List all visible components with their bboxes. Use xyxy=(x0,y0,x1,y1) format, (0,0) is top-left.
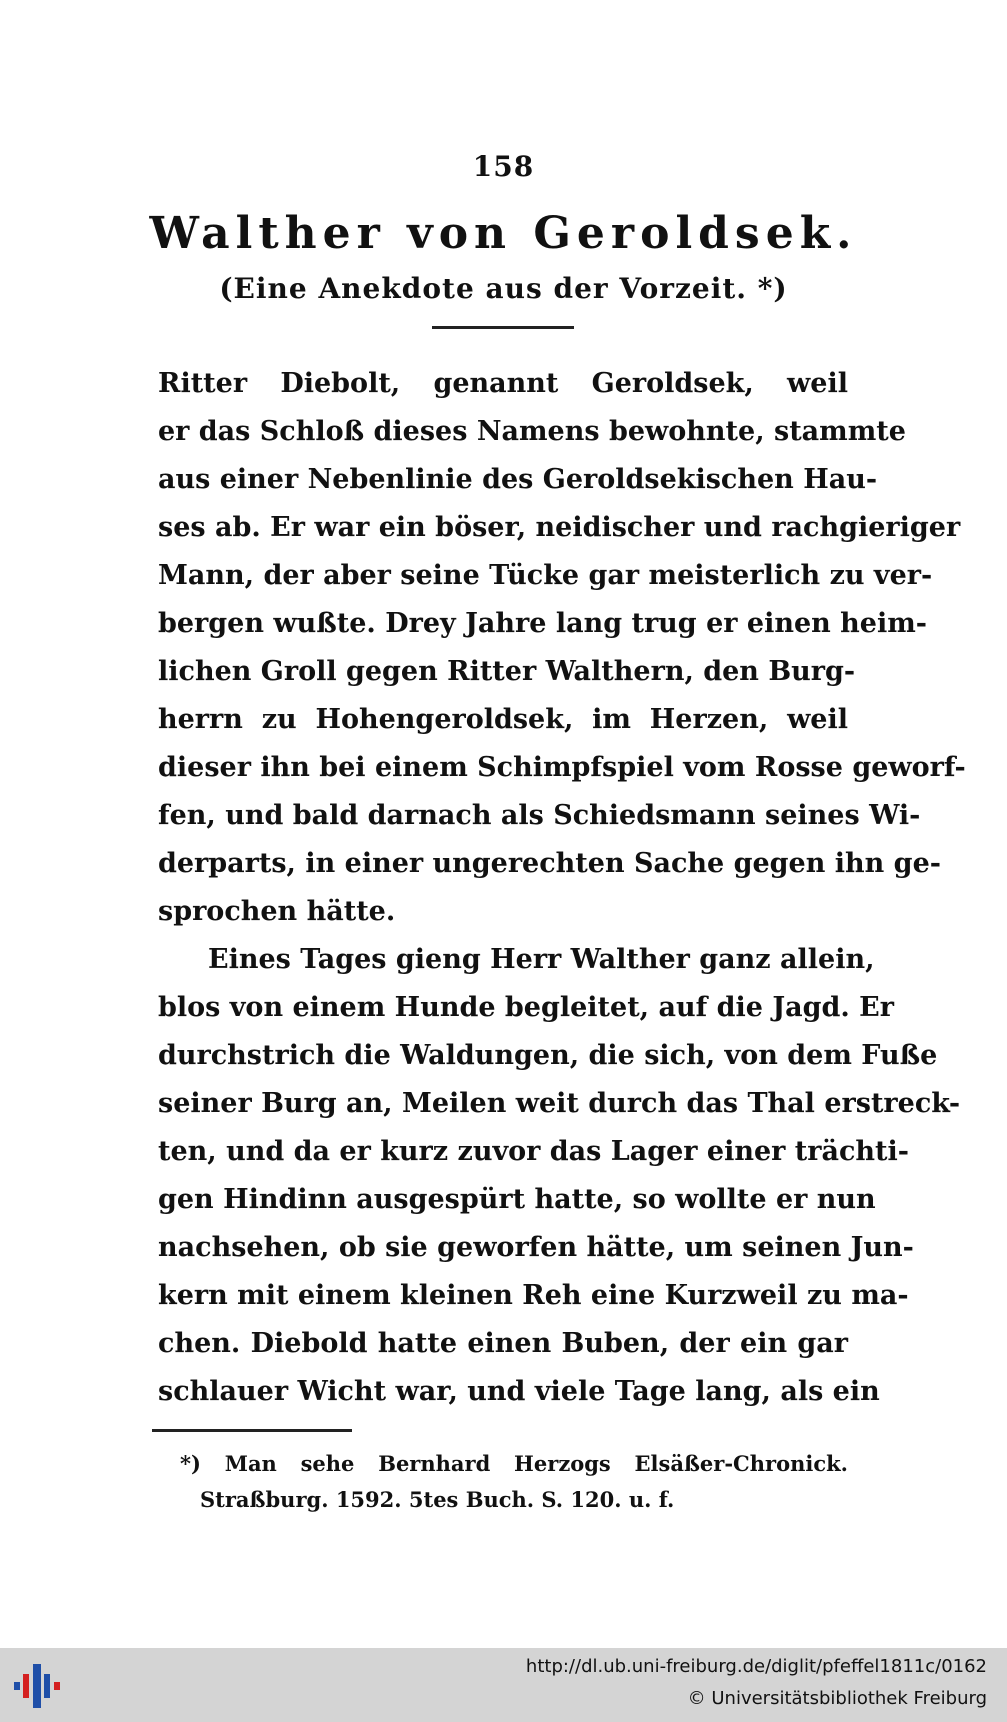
text-line: er das Schloß dieses Namens bewohnte, stammte xyxy=(158,416,906,447)
text-line: Eines Tages gieng Herr Walther ganz allein, xyxy=(208,944,875,975)
text-line: ten, und da er kurz zuvor das Lager einer trächti- xyxy=(158,1136,909,1167)
chapter-subtitle: (Eine Anekdote aus der Vorzeit. *) xyxy=(219,272,788,305)
body-text xyxy=(158,360,966,1416)
text-line: durchstrich die Waldungen, die sich, von dem Fuße xyxy=(158,1040,938,1071)
footnote-divider xyxy=(152,1429,352,1432)
viewer-footer xyxy=(0,1648,1007,1722)
footnote-line: *) Man sehe Bernhard Herzogs Elsäßer-Chronick. xyxy=(180,1451,848,1476)
text-line: dieser ihn bei einem Schimpfspiel vom Rosse geworf- xyxy=(158,752,966,783)
text-line: fen, und bald darnach als Schiedsmann seines Wi- xyxy=(158,800,921,831)
text-line: chen. Diebold hatte einen Buben, der ein gar xyxy=(158,1328,848,1359)
text-line: derparts, in einer ungerechten Sache gegen ihn ge- xyxy=(158,848,941,879)
title-divider xyxy=(432,326,574,329)
text-line: aus einer Nebenlinie des Geroldsekischen Hau- xyxy=(158,464,878,495)
footnote xyxy=(180,1446,848,1518)
text-line: Ritter Diebolt, genannt Geroldsek, weil xyxy=(158,368,848,399)
page-number: 158 xyxy=(472,150,535,183)
text-line: seiner Burg an, Meilen weit durch das Thal erstreck- xyxy=(158,1088,961,1119)
chapter-title: Walther von Geroldsek. xyxy=(149,208,858,259)
text-line: blos von einem Hunde begleitet, auf die Jagd. Er xyxy=(158,992,894,1023)
text-line: Mann, der aber seine Tücke gar meisterlich zu ver- xyxy=(158,560,933,591)
permalink-url[interactable]: http://dl.ub.uni-freiburg.de/diglit/pfeffel1811c/0162 xyxy=(525,1656,987,1677)
text-line: kern mit einem kleinen Reh eine Kurzweil zu ma- xyxy=(158,1280,909,1311)
footnote-line: Straßburg. 1592. 5tes Buch. S. 120. u. f. xyxy=(200,1487,675,1512)
text-line: bergen wußte. Drey Jahre lang trug er einen heim- xyxy=(158,608,927,639)
text-line: lichen Groll gegen Ritter Walthern, den Burg- xyxy=(158,656,856,687)
text-line: sprochen hätte. xyxy=(158,896,396,927)
text-line: ses ab. Er war ein böser, neidischer und rachgieriger xyxy=(158,512,961,543)
text-line: schlauer Wicht war, und viele Tage lang, als ein xyxy=(158,1376,880,1407)
text-line: herrn zu Hohengeroldsek, im Herzen, weil xyxy=(158,704,848,735)
copyright-notice: © Universitätsbibliothek Freiburg xyxy=(687,1688,987,1709)
text-line: nachsehen, ob sie geworfen hätte, um seinen Jun- xyxy=(158,1232,914,1263)
library-logo-icon[interactable] xyxy=(14,1664,64,1708)
text-line: gen Hindinn ausgespürt hatte, so wollte er nun xyxy=(158,1184,876,1215)
